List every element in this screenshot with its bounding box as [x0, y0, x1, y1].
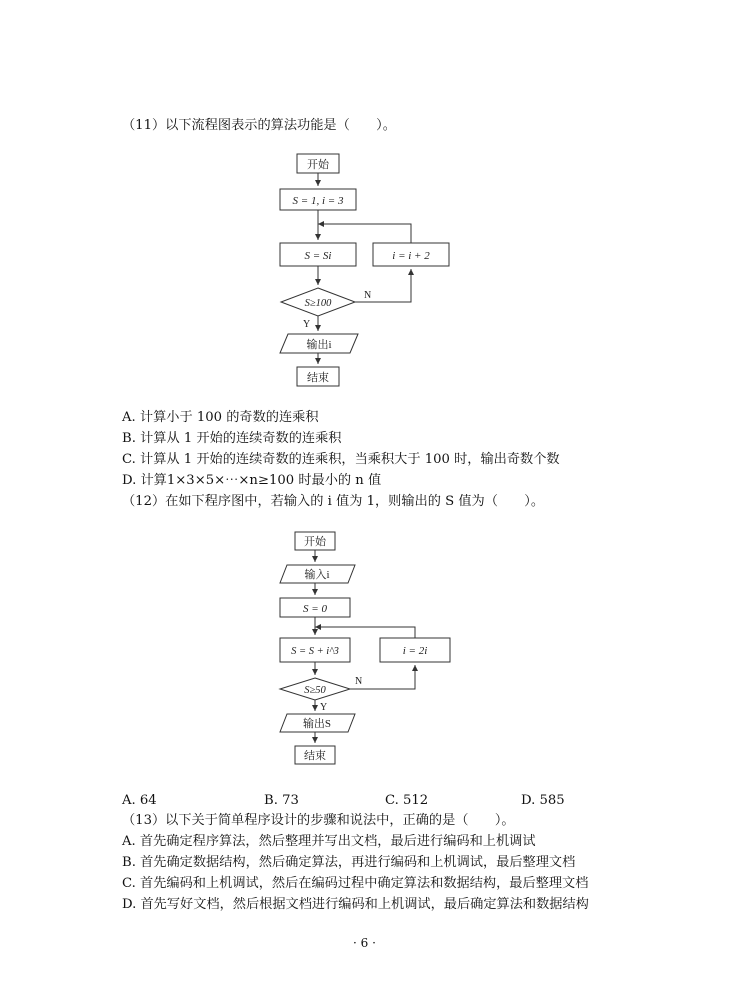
q11-end-text: 结束: [307, 372, 329, 384]
q12-option-b: B. 73: [264, 793, 299, 808]
q11-update-text: i = i + 2: [392, 250, 430, 262]
q11-option-a: A. 计算小于 100 的奇数的连乘积: [122, 410, 319, 425]
q12-process-text: S = S + i^3: [291, 646, 339, 657]
q12-input-text: 输入i: [304, 569, 330, 581]
q13-option-c: C. 首先编码和上机调试，然后在编码过程中确定算法和数据结构，最后整理文档: [122, 876, 589, 891]
q12-end-text: 结束: [304, 750, 326, 762]
q12-output-text: 输出S: [302, 718, 332, 730]
q11-option-b: B. 计算从 1 开始的连续奇数的连乘积: [122, 431, 342, 446]
q12-decision-text: S≥50: [304, 685, 326, 696]
q12-init-text: S = 0: [303, 603, 327, 615]
q12-start-text: 开始: [304, 536, 326, 548]
q11-stem: （11）以下流程图表示的算法功能是（ ）。: [122, 118, 396, 133]
q11-option-d: D. 计算1×3×5×⋯×n≥100 时最小的 n 值: [122, 473, 382, 488]
q12-option-a: A. 64: [122, 793, 157, 808]
q11-start-text: 开始: [307, 159, 329, 171]
q11-decision-text: S≥100: [304, 298, 332, 309]
q12-options: [122, 793, 642, 809]
q13-option-a: A. 首先确定程序算法，然后整理并写出文档，最后进行编码和上机调试: [122, 834, 536, 849]
q11-init-text: S = 1, i = 3: [292, 195, 344, 207]
q12-flowchart: [0, 520, 729, 770]
q12-yes-label: Y: [320, 702, 328, 713]
q11-process-text: S = Si: [304, 250, 332, 262]
q13-option-b: B. 首先确定数据结构，然后确定算法，再进行编码和上机调试，最后整理文档: [122, 855, 576, 870]
q11-no-label: N: [364, 290, 372, 301]
q11-flowchart: [0, 0, 729, 400]
q11-option-c: C. 计算从 1 开始的连续奇数的连乘积，当乘积大于 100 时，输出奇数个数: [122, 452, 560, 467]
q13-stem: （13）以下关于简单程序设计的步骤和说法中，正确的是（ ）。: [122, 813, 515, 828]
q12-option-d: D. 585: [521, 793, 565, 808]
q11-output-text: 输出i: [306, 339, 332, 351]
q12-update-text: i = 2i: [402, 645, 428, 657]
q12-stem: （12）在如下程序图中，若输入的 i 值为 1，则输出的 S 值为（ ）。: [122, 494, 545, 509]
q11-yes-label: Y: [303, 319, 311, 330]
page-number: · 6 ·: [353, 936, 376, 950]
q12-no-label: N: [355, 676, 363, 687]
q13-option-d: D. 首先写好文档，然后根据文档进行编码和上机调试，最后确定算法和数据结构: [122, 897, 589, 912]
q12-option-c: C. 512: [385, 793, 429, 808]
